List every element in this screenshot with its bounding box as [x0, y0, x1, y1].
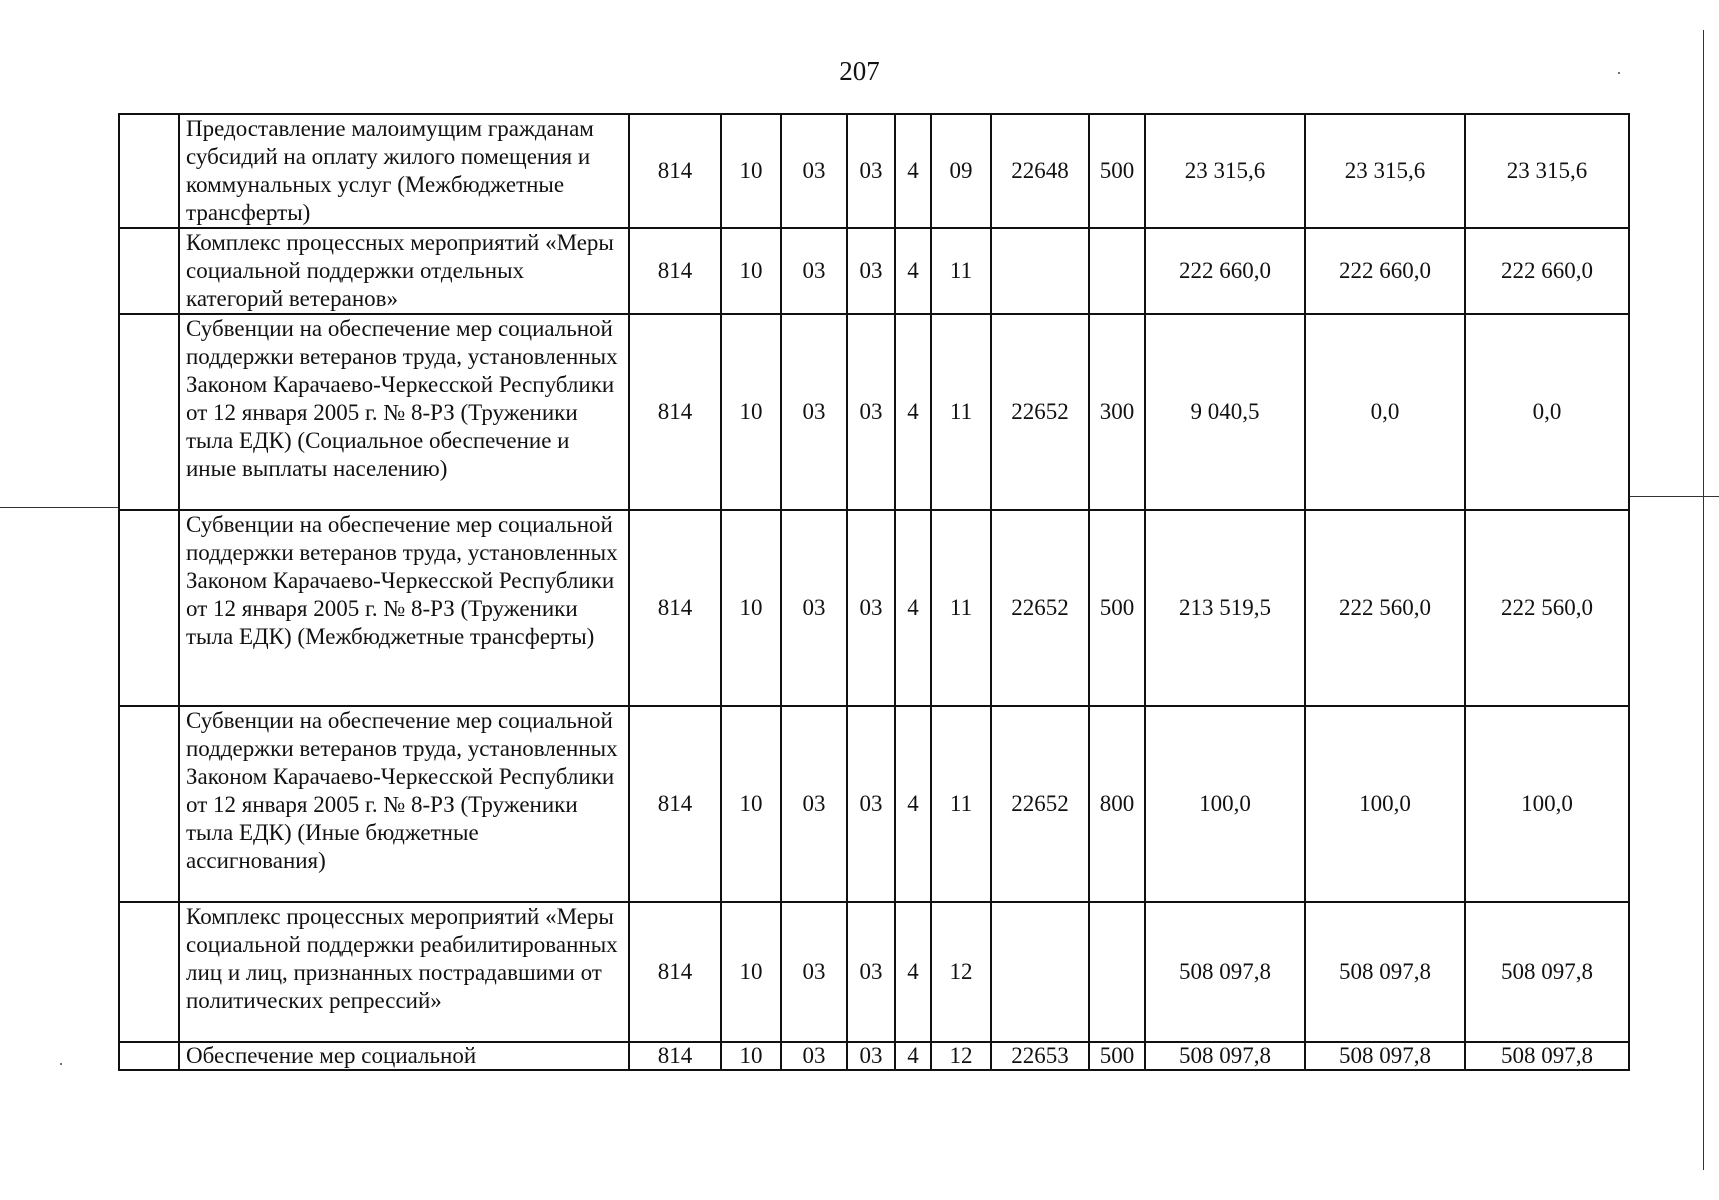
subsection-cell: 03: [781, 510, 847, 706]
ministry-code-cell: 814: [629, 314, 721, 510]
amount-year2-cell: 23 315,6: [1305, 114, 1465, 228]
ministry-code-cell: 814: [629, 510, 721, 706]
subprogram-cell: 12: [931, 1042, 991, 1070]
row-number-cell: [119, 1042, 179, 1070]
subsection-cell: 03: [781, 114, 847, 228]
direction-cell: 22652: [991, 314, 1089, 510]
subprogram-cell: 11: [931, 228, 991, 314]
item-name-cell: Обеспечение мер социальной: [179, 1042, 629, 1070]
expense-type-cell: [1089, 902, 1145, 1042]
amount-year2-cell: 508 097,8: [1305, 1042, 1465, 1070]
amount-year1-cell: 508 097,8: [1145, 902, 1305, 1042]
expense-type-cell: 500: [1089, 1042, 1145, 1070]
expense-type-cell: 800: [1089, 706, 1145, 902]
amount-year3-cell: 0,0: [1465, 314, 1629, 510]
expense-type-cell: 500: [1089, 510, 1145, 706]
item-name-cell: Предоставление малоимущим гражданам субсидий на оплату жилого помещения и коммунальных услуг (Межбюджетные трансферты): [179, 114, 629, 228]
amount-year3-cell: 23 315,6: [1465, 114, 1629, 228]
scan-artifact-dot: [1618, 72, 1620, 74]
section-cell: 10: [721, 228, 781, 314]
amount-year2-cell: 508 097,8: [1305, 902, 1465, 1042]
ministry-code-cell: 814: [629, 1042, 721, 1070]
table-row: [119, 314, 1629, 510]
section-cell: 10: [721, 314, 781, 510]
amount-year1-cell: 213 519,5: [1145, 510, 1305, 706]
amount-year2-cell: 0,0: [1305, 314, 1465, 510]
row-number-cell: [119, 706, 179, 902]
amount-year2-cell: 100,0: [1305, 706, 1465, 902]
item-name-cell: Комплекс процессных мероприятий «Меры социальной поддержки отдельных категорий ветеранов»: [179, 228, 629, 314]
expense-type-cell: 300: [1089, 314, 1145, 510]
program-cell: 03: [847, 228, 895, 314]
program-type-cell: 4: [895, 314, 931, 510]
table-body: [119, 114, 1629, 1070]
program-cell: 03: [847, 706, 895, 902]
subsection-cell: 03: [781, 706, 847, 902]
amount-year1-cell: 222 660,0: [1145, 228, 1305, 314]
program-type-cell: 4: [895, 228, 931, 314]
row-number-cell: [119, 902, 179, 1042]
amount-year3-cell: 508 097,8: [1465, 1042, 1629, 1070]
subprogram-cell: 09: [931, 114, 991, 228]
expense-type-cell: [1089, 228, 1145, 314]
direction-cell: [991, 902, 1089, 1042]
subprogram-cell: 11: [931, 314, 991, 510]
page-number: 207: [839, 56, 880, 86]
table-row: [119, 1042, 1629, 1070]
section-cell: 10: [721, 510, 781, 706]
subprogram-cell: 11: [931, 510, 991, 706]
amount-year3-cell: 508 097,8: [1465, 902, 1629, 1042]
scan-artifact-line: [1703, 30, 1704, 1170]
amount-year3-cell: 100,0: [1465, 706, 1629, 902]
item-name-cell: Субвенции на обеспечение мер социальной поддержки ветеранов труда, установленных Законом Карачаево-Черкесской Республики от 12 января 2005 г. № 8-РЗ (Труженики тыла ЕДК) (Межбюджетные трансферты): [179, 510, 629, 706]
scan-artifact-line: [0, 507, 120, 508]
amount-year1-cell: 508 097,8: [1145, 1042, 1305, 1070]
direction-cell: 22652: [991, 706, 1089, 902]
table-row: [119, 228, 1629, 314]
section-cell: 10: [721, 902, 781, 1042]
subprogram-cell: 12: [931, 902, 991, 1042]
subsection-cell: 03: [781, 1042, 847, 1070]
program-type-cell: 4: [895, 114, 931, 228]
ministry-code-cell: 814: [629, 228, 721, 314]
direction-cell: 22648: [991, 114, 1089, 228]
program-type-cell: 4: [895, 902, 931, 1042]
item-name-cell: Субвенции на обеспечение мер социальной поддержки ветеранов труда, установленных Законом Карачаево-Черкесской Республики от 12 января 2005 г. № 8-РЗ (Труженики тыла ЕДК) (Иные бюджетные ассигнования): [179, 706, 629, 902]
amount-year1-cell: 23 315,6: [1145, 114, 1305, 228]
program-type-cell: 4: [895, 706, 931, 902]
amount-year2-cell: 222 660,0: [1305, 228, 1465, 314]
row-number-cell: [119, 314, 179, 510]
table-row: [119, 510, 1629, 706]
subsection-cell: 03: [781, 228, 847, 314]
amount-year3-cell: 222 560,0: [1465, 510, 1629, 706]
item-name-cell: Субвенции на обеспечение мер социальной поддержки ветеранов труда, установленных Законом Карачаево-Черкесской Республики от 12 января 2005 г. № 8-РЗ (Труженики тыла ЕДК) (Социальное обеспечение и иные выплаты населению): [179, 314, 629, 510]
program-cell: 03: [847, 1042, 895, 1070]
item-name-cell: Комплекс процессных мероприятий «Меры социальной поддержки реабилитированных лиц и лиц, признанных пострадавшими от политических репрессий»: [179, 902, 629, 1042]
row-number-cell: [119, 114, 179, 228]
table-row: [119, 114, 1629, 228]
program-cell: 03: [847, 510, 895, 706]
expense-type-cell: 500: [1089, 114, 1145, 228]
table-row: [119, 902, 1629, 1042]
ministry-code-cell: 814: [629, 902, 721, 1042]
program-type-cell: 4: [895, 510, 931, 706]
amount-year1-cell: 9 040,5: [1145, 314, 1305, 510]
direction-cell: 22652: [991, 510, 1089, 706]
subsection-cell: 03: [781, 314, 847, 510]
row-number-cell: [119, 228, 179, 314]
program-cell: 03: [847, 114, 895, 228]
subprogram-cell: 11: [931, 706, 991, 902]
section-cell: 10: [721, 706, 781, 902]
amount-year3-cell: 222 660,0: [1465, 228, 1629, 314]
ministry-code-cell: 814: [629, 706, 721, 902]
ministry-code-cell: 814: [629, 114, 721, 228]
section-cell: 10: [721, 114, 781, 228]
row-number-cell: [119, 510, 179, 706]
subsection-cell: 03: [781, 902, 847, 1042]
section-cell: 10: [721, 1042, 781, 1070]
scan-artifact-dot: [60, 1063, 62, 1065]
amount-year1-cell: 100,0: [1145, 706, 1305, 902]
amount-year2-cell: 222 560,0: [1305, 510, 1465, 706]
direction-cell: [991, 228, 1089, 314]
program-cell: 03: [847, 314, 895, 510]
direction-cell: 22653: [991, 1042, 1089, 1070]
budget-table: [118, 113, 1630, 1071]
program-type-cell: 4: [895, 1042, 931, 1070]
scan-artifact-line: [1628, 496, 1719, 497]
table-row: [119, 706, 1629, 902]
program-cell: 03: [847, 902, 895, 1042]
